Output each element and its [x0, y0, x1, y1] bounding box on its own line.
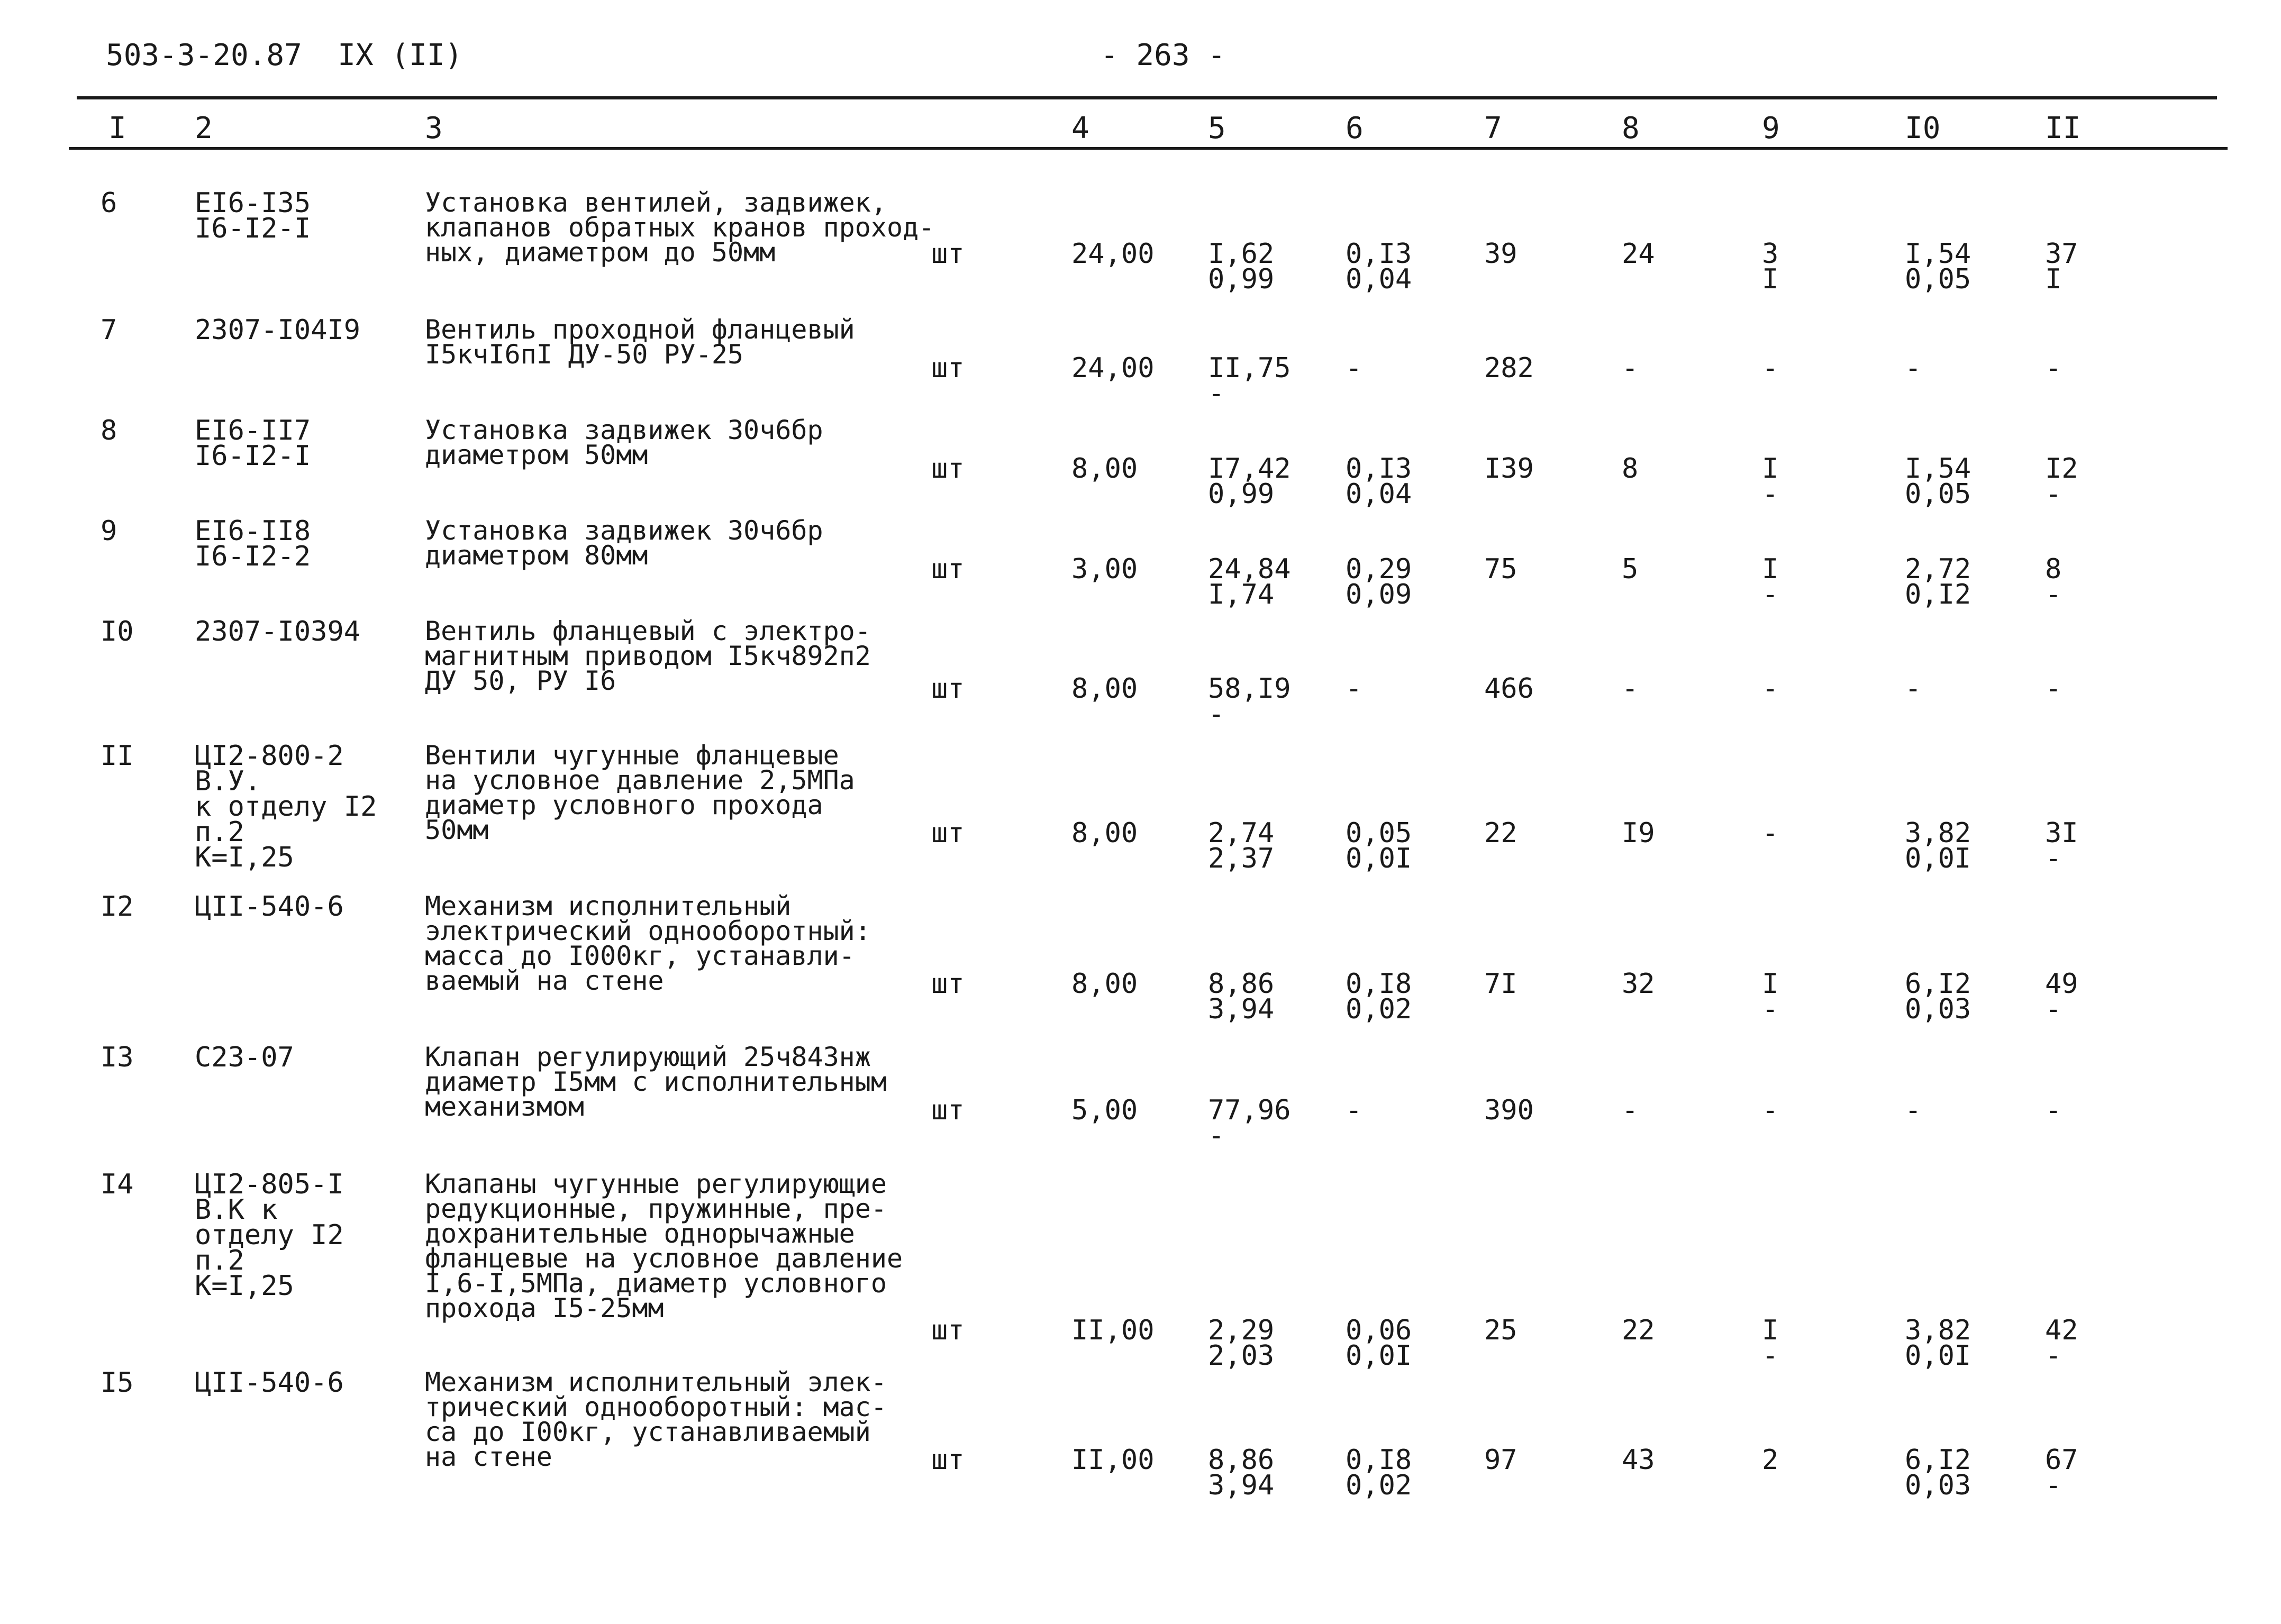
quantity-cell: 24,00: [1071, 238, 1155, 270]
col8-cell: 22: [1622, 1315, 1655, 1346]
col11-cell: 42 -: [2045, 1315, 2078, 1372]
col6-cell: -: [1346, 673, 1362, 705]
col9-cell: -: [1762, 1094, 1779, 1126]
col5-cell: 77,96 -: [1208, 1094, 1291, 1152]
col8-cell: 24: [1622, 238, 1655, 270]
description-cell: Вентиль проходной фланцевый I5кчI6пI ДУ-50 РУ-25: [425, 314, 855, 370]
unit-cell: шт: [931, 1094, 965, 1126]
col6-cell: 0,I3 0,04: [1346, 453, 1412, 510]
row-number: II: [101, 740, 134, 772]
col9-cell: -: [1762, 673, 1779, 705]
code-cell: ЦI2-800-2 В.У. к отделу I2 п.2 К=I,25: [195, 740, 377, 873]
unit-cell: шт: [931, 673, 965, 705]
col8-cell: -: [1622, 673, 1639, 705]
col7-cell: 25: [1484, 1315, 1517, 1346]
col10-cell: I,54 0,05: [1905, 238, 1971, 295]
col9-cell: I -: [1762, 1315, 1779, 1372]
col5-cell: 58,I9 -: [1208, 673, 1291, 730]
col11-cell: 67 -: [2045, 1444, 2078, 1501]
row-number: 7: [101, 314, 117, 346]
unit-cell: шт: [931, 352, 965, 384]
column-header-2: 2: [195, 111, 213, 145]
description-cell: Клапаны чугунные регулирующие редукционные, пружинные, пре- дохранительные однорычажные фланцевые на условное давление I,6-I,5МПа, диаметр условного прохода I5-25мм: [425, 1169, 903, 1324]
column-header-10: I0: [1905, 111, 1941, 145]
quantity-cell: II,00: [1071, 1444, 1155, 1476]
col10-cell: -: [1905, 352, 1922, 384]
column-header-7: 7: [1484, 111, 1502, 145]
col8-cell: 5: [1622, 553, 1639, 585]
col5-cell: 2,74 2,37: [1208, 817, 1275, 874]
col6-cell: 0,29 0,09: [1346, 553, 1412, 610]
description-cell: Механизм исполнительный электрический однооборотный: масса до I000кг, устанавли- ваемый на стене: [425, 891, 871, 996]
col7-cell: 22: [1484, 817, 1517, 849]
col10-cell: 2,72 0,I2: [1905, 553, 1971, 610]
col11-cell: I2 -: [2045, 453, 2078, 510]
col10-cell: -: [1905, 673, 1922, 705]
col5-cell: I7,42 0,99: [1208, 453, 1291, 510]
description-cell: Клапан регулирующий 25ч843нж диаметр I5мм с исполнительным механизмом: [425, 1042, 887, 1122]
col10-cell: 6,I2 0,03: [1905, 968, 1971, 1025]
unit-cell: шт: [931, 1444, 965, 1476]
quantity-cell: 8,00: [1071, 453, 1138, 485]
quantity-cell: 8,00: [1071, 968, 1138, 1000]
unit-cell: шт: [931, 553, 965, 585]
col6-cell: 0,I3 0,04: [1346, 238, 1412, 295]
col9-cell: I -: [1762, 968, 1779, 1025]
description-cell: Вентили чугунные фланцевые на условное давление 2,5МПа диаметр условного прохода 50мм: [425, 740, 855, 845]
code-cell: EI6-II8 I6-I2-2: [195, 515, 311, 572]
code-cell: EI6-II7 I6-I2-I: [195, 415, 311, 472]
description-cell: Установка задвижек 30ч6бр диаметром 50мм: [425, 415, 823, 470]
quantity-cell: 24,00: [1071, 352, 1155, 384]
col5-cell: II,75 -: [1208, 352, 1291, 409]
col8-cell: 32: [1622, 968, 1655, 1000]
unit-cell: шт: [931, 1315, 965, 1346]
col11-cell: -: [2045, 673, 2062, 705]
quantity-cell: 8,00: [1071, 817, 1138, 849]
col9-cell: -: [1762, 352, 1779, 384]
col11-cell: -: [2045, 1094, 2062, 1126]
row-number: I3: [101, 1042, 134, 1073]
description-cell: Установка вентилей, задвижек, клапанов обратных кранов проход- ных, диаметром до 50мм: [425, 187, 935, 268]
col5-cell: 8,86 3,94: [1208, 968, 1275, 1025]
description-cell: Механизм исполнительный элек- трический однооборотный: мас- са до I00кг, устанавливаемый на стене: [425, 1367, 887, 1472]
col6-cell: 0,06 0,0I: [1346, 1315, 1412, 1372]
column-header-8: 8: [1622, 111, 1640, 145]
col11-cell: -: [2045, 352, 2062, 384]
col6-cell: -: [1346, 1094, 1362, 1126]
col5-cell: 8,86 3,94: [1208, 1444, 1275, 1501]
code-cell: EI6-I35 I6-I2-I: [195, 187, 311, 244]
col10-cell: 3,82 0,0I: [1905, 1315, 1971, 1372]
col7-cell: 7I: [1484, 968, 1517, 1000]
col10-cell: I,54 0,05: [1905, 453, 1971, 510]
header-bottom-rule: [69, 147, 2228, 150]
quantity-cell: 5,00: [1071, 1094, 1138, 1126]
description-cell: Установка задвижек 30ч6бр диаметром 80мм: [425, 515, 823, 571]
col6-cell: 0,I8 0,02: [1346, 968, 1412, 1025]
row-number: 8: [101, 415, 117, 446]
column-header-1: I: [108, 111, 126, 145]
quantity-cell: II,00: [1071, 1315, 1155, 1346]
col7-cell: 282: [1484, 352, 1534, 384]
code-cell: 2307-I0394: [195, 616, 361, 647]
col5-cell: I,62 0,99: [1208, 238, 1275, 295]
col10-cell: -: [1905, 1094, 1922, 1126]
column-header-3: 3: [425, 111, 443, 145]
col11-cell: 37 I: [2045, 238, 2078, 295]
col6-cell: -: [1346, 352, 1362, 384]
quantity-cell: 3,00: [1071, 553, 1138, 585]
row-number: I4: [101, 1169, 134, 1200]
col8-cell: I9: [1622, 817, 1655, 849]
col8-cell: 43: [1622, 1444, 1655, 1476]
row-number: I2: [101, 891, 134, 923]
code-cell: ЦI2-805-I В.К к отделу I2 п.2 К=I,25: [195, 1169, 344, 1302]
column-header-4: 4: [1071, 111, 1089, 145]
col9-cell: 2: [1762, 1444, 1779, 1476]
col7-cell: 75: [1484, 553, 1517, 585]
column-header-9: 9: [1762, 111, 1780, 145]
col8-cell: -: [1622, 352, 1639, 384]
col6-cell: 0,I8 0,02: [1346, 1444, 1412, 1501]
row-number: I0: [101, 616, 134, 647]
col7-cell: 39: [1484, 238, 1517, 270]
column-header-5: 5: [1208, 111, 1226, 145]
page-number: - 263 -: [1101, 38, 1226, 72]
code-cell: ЦII-540-6: [195, 891, 344, 923]
header-top-rule: [77, 96, 2217, 99]
unit-cell: шт: [931, 968, 965, 1000]
col10-cell: 3,82 0,0I: [1905, 817, 1971, 874]
col7-cell: I39: [1484, 453, 1534, 485]
col11-cell: 49 -: [2045, 968, 2078, 1025]
quantity-cell: 8,00: [1071, 673, 1138, 705]
row-number: I5: [101, 1367, 134, 1399]
col11-cell: 3I -: [2045, 817, 2078, 874]
unit-cell: шт: [931, 817, 965, 849]
row-number: 6: [101, 187, 117, 219]
col7-cell: 466: [1484, 673, 1534, 705]
description-cell: Вентиль фланцевый с электро- магнитным приводом I5кч892п2 ДУ 50, РУ I6: [425, 616, 871, 696]
col8-cell: -: [1622, 1094, 1639, 1126]
column-header-11: II: [2045, 111, 2081, 145]
code-cell: 2307-I04I9: [195, 314, 361, 346]
col9-cell: I -: [1762, 553, 1779, 610]
column-header-6: 6: [1346, 111, 1364, 145]
col9-cell: 3 I: [1762, 238, 1779, 295]
col9-cell: I -: [1762, 453, 1779, 510]
col7-cell: 97: [1484, 1444, 1517, 1476]
unit-cell: шт: [931, 453, 965, 485]
col5-cell: 2,29 2,03: [1208, 1315, 1275, 1372]
code-cell: С23-07: [195, 1042, 294, 1073]
row-number: 9: [101, 515, 117, 547]
document-code: 503-3-20.87 IX (II): [106, 38, 463, 72]
col10-cell: 6,I2 0,03: [1905, 1444, 1971, 1501]
code-cell: ЦII-540-6: [195, 1367, 344, 1399]
col5-cell: 24,84 I,74: [1208, 553, 1291, 610]
col8-cell: 8: [1622, 453, 1639, 485]
col9-cell: -: [1762, 817, 1779, 849]
col6-cell: 0,05 0,0I: [1346, 817, 1412, 874]
col7-cell: 390: [1484, 1094, 1534, 1126]
col11-cell: 8 -: [2045, 553, 2062, 610]
unit-cell: шт: [931, 238, 965, 270]
